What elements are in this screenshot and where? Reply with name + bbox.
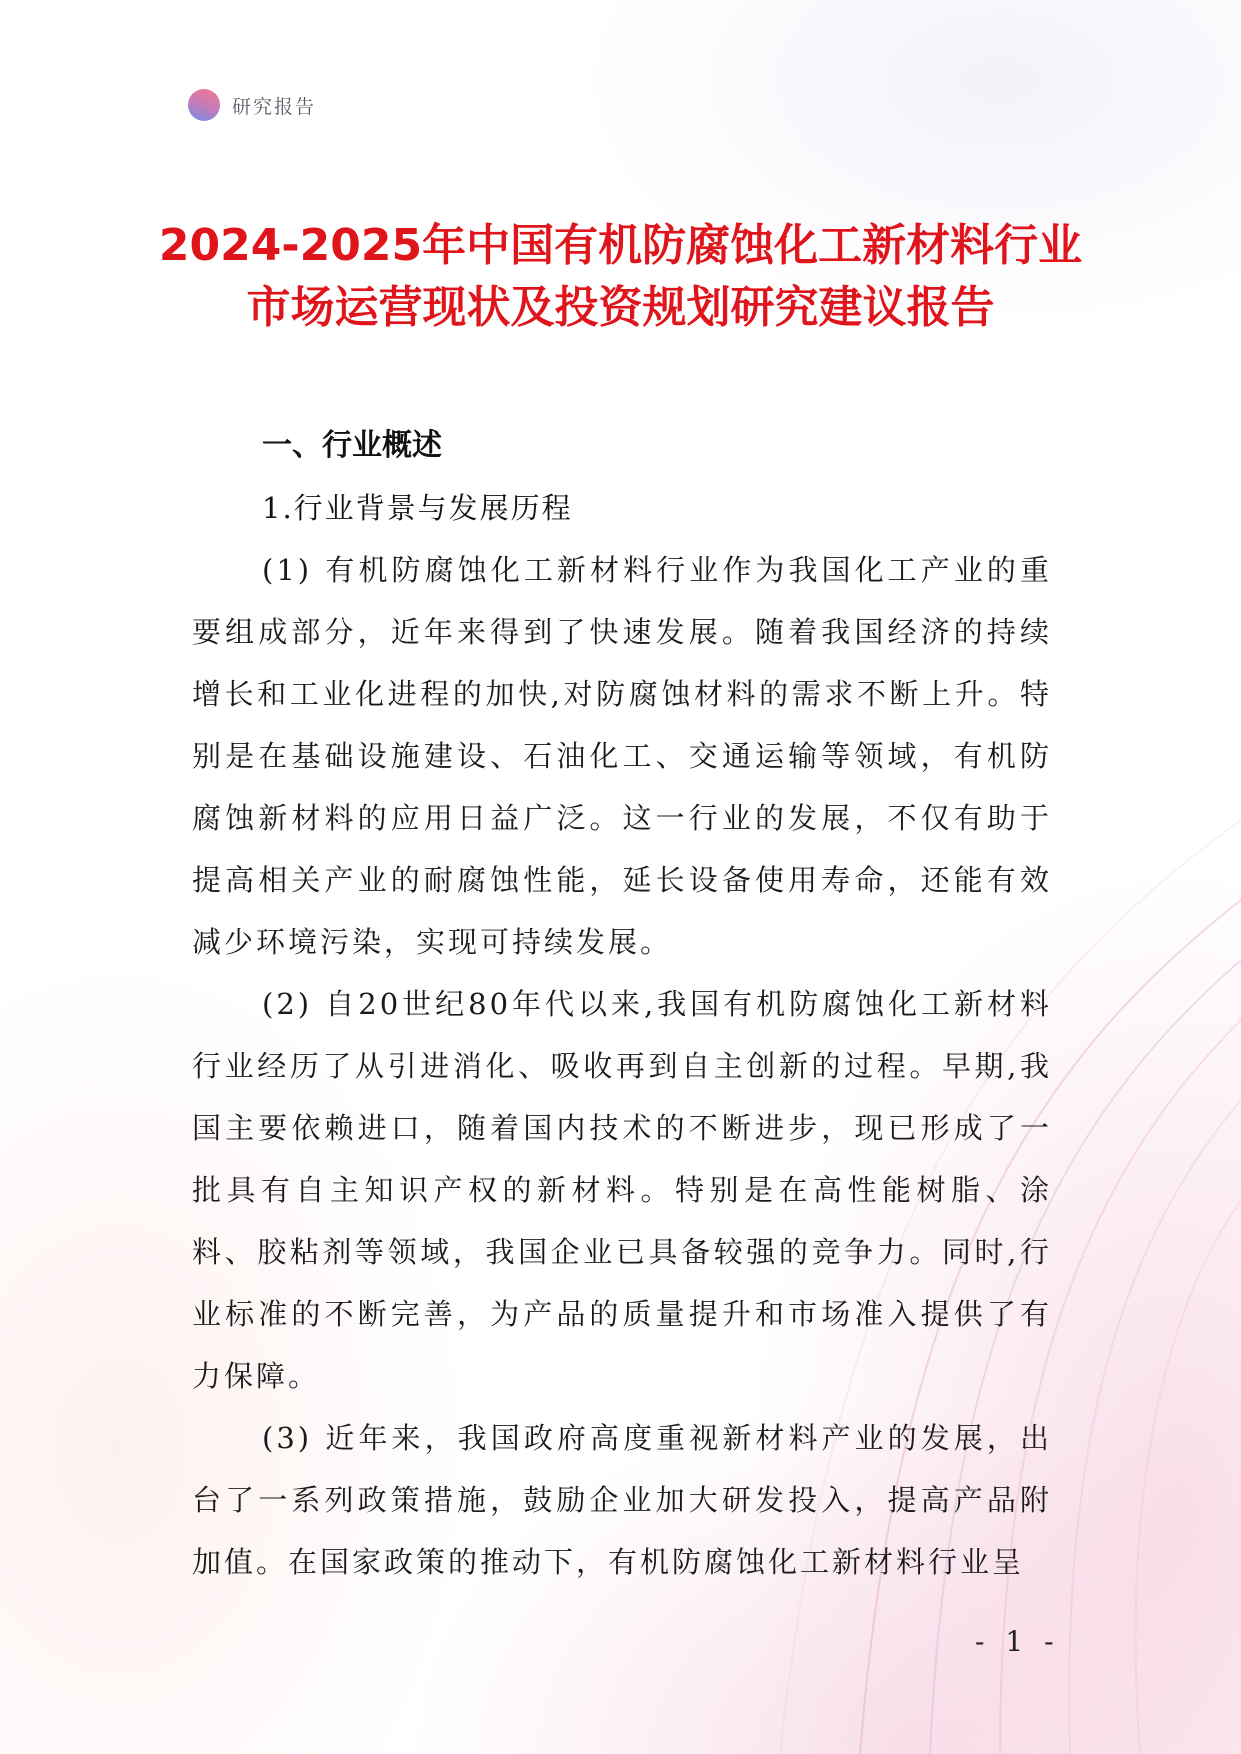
document-header: [188, 88, 316, 122]
paragraph-2: (2) 自20世纪80年代以来,我国有机防腐蚀化工新材料行业经历了从引进消化、吸收再到自主创新的过程。早期,我国主要依赖进口，随着国内技术的不断进步，现已形成了一批具有自主知识产权的新材料。特别是在高性能树脂、涂料、胶粘剂等领域，我国企业已具备较强的竞争力。同时,行业标准的不断完善，为产品的质量提升和市场准入提供了有力保障。: [192, 987, 1052, 1393]
logo-icon: [188, 89, 220, 121]
paragraph-1: (1) 有机防腐蚀化工新材料行业作为我国化工产业的重要组成部分，近年来得到了快速发展。随着我国经济的持续增长和工业化进程的加快,对防腐蚀材料的需求不断上升。特别是在基础设施建设、石油化工、交通运输等领域，有机防腐蚀新材料的应用日益广泛。这一行业的发展，不仅有助于提高相关产业的耐腐蚀性能，延长设备使用寿命，还能有效减少环境污染，实现可持续发展。: [192, 553, 1052, 959]
paragraph-3: (3) 近年来，我国政府高度重视新材料产业的发展，出台了一系列政策措施，鼓励企业加大研发投入，提高产品附加值。在国家政策的推动下，有机防腐蚀化工新材料行业呈: [192, 1421, 1052, 1579]
subsection-heading: 1.行业背景与发展历程: [262, 491, 573, 525]
report-body: [192, 415, 1052, 1593]
report-title: 2024-2025年中国有机防腐蚀化工新材料行业市场运营现状及投资规划研究建议报告: [158, 220, 1083, 333]
section-heading: 一、行业概述: [262, 428, 442, 463]
page-number: - 1 -: [975, 1625, 1060, 1658]
header-label: 研究报告: [232, 95, 317, 118]
